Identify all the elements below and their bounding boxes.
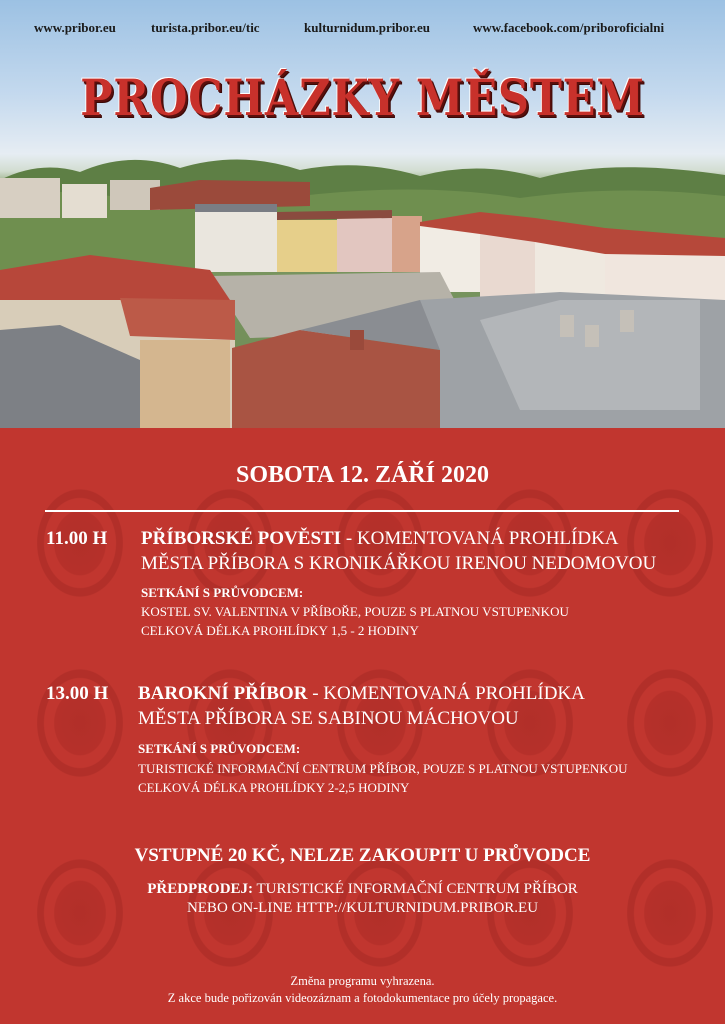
link-pribor[interactable]: www.pribor.eu xyxy=(34,20,116,35)
presale-place: TURISTICKÉ INFORMAČNÍ CENTRUM PŘÍBOR xyxy=(253,881,578,897)
presale-line-1 xyxy=(0,881,725,898)
link-facebook[interactable]: www.facebook.com/priboroficialni xyxy=(473,20,665,35)
meeting-place: KOSTEL SV. VALENTINA V PŘÍBOŘE, POUZE S PLATNOU VSTUPENKOU xyxy=(141,604,569,619)
meeting-place: TURISTICKÉ INFORMAČNÍ CENTRUM PŘÍBOR, POUZE S PLATNOU VSTUPENKOU xyxy=(138,761,628,776)
town-square-illustration xyxy=(0,0,725,428)
event-desc-line: MĚSTA PŘÍBORA S KRONIKÁŘKOU IRENOU NEDOMOVOU xyxy=(141,553,657,574)
event-time: 11.00 H xyxy=(46,528,108,549)
meeting-label: SETKÁNÍ S PRŮVODCEM: xyxy=(138,741,301,756)
link-kulturnidum[interactable]: kulturnidum.pribor.eu xyxy=(304,20,430,35)
recording-note: Z akce bude pořizován videozáznam a fotodokumentace pro účely propagace. xyxy=(167,991,558,1005)
event-date: SOBOTA 12. ZÁŘÍ 2020 xyxy=(236,462,489,488)
ornament xyxy=(20,648,140,798)
header-links xyxy=(0,20,725,40)
link-turista[interactable]: turista.pribor.eu/tic xyxy=(151,20,260,35)
presale-label: PŘEDPRODEJ: xyxy=(147,881,254,897)
event-title-line xyxy=(141,528,619,550)
tour-duration: CELKOVÁ DÉLKA PROHLÍDKY 1,5 - 2 HODINY xyxy=(141,623,419,638)
presale-line-2: NEBO ON-LINE HTTP://KULTURNIDUM.PRIBOR.EU xyxy=(186,900,539,916)
event-name: PŘÍBORSKÉ POVĚSTI xyxy=(141,528,342,549)
event-desc: - KOMENTOVANÁ PROHLÍDKA xyxy=(341,528,619,549)
ornament xyxy=(610,468,725,618)
program-change-note: Změna programu vyhrazena. xyxy=(290,974,435,988)
event-name: BAROKNÍ PŘÍBOR xyxy=(138,683,308,704)
poster-title: PROCHÁZKY MĚSTEM xyxy=(80,68,645,127)
meeting-label: SETKÁNÍ S PRŮVODCEM: xyxy=(141,585,304,600)
divider xyxy=(45,510,679,512)
event-time: 13.00 H xyxy=(46,683,109,704)
tour-duration: CELKOVÁ DÉLKA PROHLÍDKY 2-2,5 HODINY xyxy=(138,780,410,795)
event-desc: - KOMENTOVANÁ PROHLÍDKA xyxy=(307,683,585,704)
town-photo xyxy=(0,0,725,428)
event-title-line xyxy=(138,683,585,705)
admission-fee: VSTUPNÉ 20 KČ, NELZE ZAKOUPIT U PRŮVODCE xyxy=(134,845,591,866)
event-desc-line: MĚSTA PŘÍBORA SE SABINOU MÁCHOVOU xyxy=(138,708,519,729)
